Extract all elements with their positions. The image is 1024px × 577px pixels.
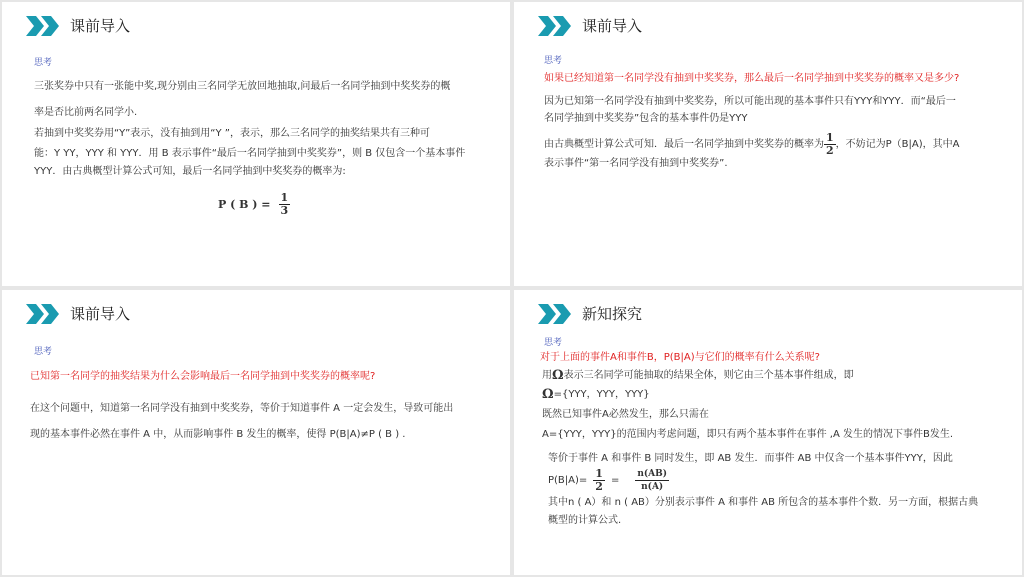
chevron-icon	[26, 304, 64, 324]
chevron-icon	[26, 16, 64, 36]
fraction-denominator: 2	[826, 144, 834, 157]
body-text-with-omega	[542, 369, 854, 383]
equals-sign: =	[610, 474, 620, 486]
fraction	[635, 468, 669, 493]
question-text: 已知第一名同学的抽奖结果为什么会影响最后一名同学抽到中奖奖券的概率呢?	[30, 371, 376, 382]
slide-title: 课前导入	[582, 17, 643, 35]
body-text: ={YYY，YYY，YYY}	[553, 389, 650, 400]
fraction	[279, 192, 291, 217]
body-text: 概型的计算公式.	[548, 515, 622, 526]
omega-symbol: Ω	[542, 387, 554, 402]
body-text: 率是否比前两名同学小.	[34, 107, 138, 118]
fraction-denominator: 2	[595, 480, 603, 493]
body-text: 三张奖券中只有一张能中奖,现分别由三名同学无放回地抽取,问最后一名同学抽到中奖奖券的概	[34, 81, 451, 92]
slide-1[interactable]	[2, 2, 510, 286]
chevron-icon	[538, 16, 576, 36]
fraction-denominator: n(A)	[641, 482, 664, 492]
chevron-icon	[538, 304, 576, 324]
fraction	[824, 132, 836, 157]
fraction-numerator: n(AB)	[637, 469, 667, 479]
body-text: 名同学抽到中奖奖券”包含的基本事件仍是YYY	[544, 113, 748, 124]
slide-title: 新知探究	[582, 305, 643, 323]
question-text: 对于上面的事件A和事件B，P(B|A)与它们的概率有什么关系呢?	[540, 352, 820, 363]
conditional-probability-formula	[548, 468, 669, 493]
fraction	[593, 468, 605, 493]
slide-title: 课前导入	[70, 17, 131, 35]
slide-3[interactable]	[2, 290, 510, 575]
body-text: YYY．由古典概型计算公式可知，最后一名同学抽到中奖奖券的概率为:	[34, 166, 346, 177]
fraction-numerator: 1	[280, 191, 289, 204]
sample-space-line	[542, 388, 650, 402]
think-label: 思考	[34, 58, 53, 68]
question-text: 如果已经知道第一名同学没有抽到中奖奖券，那么最后一名同学抽到中奖奖券的概率又是多少?	[544, 73, 960, 84]
slide-4[interactable]	[514, 290, 1022, 575]
think-label: 思考	[544, 56, 563, 66]
body-text: 等价于事件 A 和事件 B 同时发生，即 AB 发生．而事件 AB 中仅含一个基本事件YYY，因此	[548, 453, 953, 464]
body-text: 既然已知事件A必然发生，那么只需在	[542, 409, 709, 420]
body-text: 表示事件“第一名同学没有抽到中奖奖券”.	[544, 158, 728, 169]
body-text: 能：Y YY，YYY 和 YYY．用 B 表示事件“最后一名同学抽到中奖奖券”，则 B 仅包含一个基本事件	[34, 148, 466, 159]
slide-2[interactable]	[514, 2, 1022, 286]
think-label: 思考	[544, 338, 563, 348]
probability-formula	[218, 192, 290, 217]
fraction-denominator: 3	[280, 204, 289, 217]
formula-left: P ( B ) =	[218, 197, 271, 211]
body-text: 因为已知第一名同学没有抽到中奖奖券，所以可能出现的基本事件只有YYY和YYY．而“最后一	[544, 96, 956, 107]
body-text: 在这个问题中，知道第一名同学没有抽到中奖奖券，等价于知道事件 A 一定会发生，导致可能出	[30, 403, 454, 414]
body-text: ，不妨记为P（B|A)，其中A	[835, 138, 960, 150]
body-text: A={YYY，YYY}的范围内考虑问题，即只有两个基本事件在事件 ,A 发生的情况下事件B发生.	[542, 429, 954, 440]
body-text: 由古典概型计算公式可知．最后一名同学抽到中奖奖券的概率为	[544, 138, 824, 150]
omega-symbol: Ω	[552, 368, 564, 383]
body-text: 用	[542, 370, 552, 381]
body-text: 表示三名同学可能抽取的结果全体，则它由三个基本事件组成，即	[563, 370, 854, 381]
body-text: 现的基本事件必然在事件 A 中，从而影响事件 B 发生的概率，使得 P(B|A)≠P ( B ) .	[30, 429, 406, 440]
body-text: 其中n ( A）和 n ( AB）分别表示事件 A 和事件 AB 所包含的基本事件个数．另一方面，根据古典	[548, 497, 979, 508]
slide-title: 课前导入	[70, 305, 131, 323]
think-label: 思考	[34, 347, 53, 357]
fraction-numerator: 1	[595, 467, 603, 480]
formula-left: P(B|A)=	[548, 474, 588, 486]
body-text: 若抽到中奖奖券用“Y”表示，没有抽到用“Y ”，表示，那么三名同学的抽奖结果共有三种可	[34, 128, 430, 139]
body-text-with-fraction	[544, 132, 960, 157]
fraction-numerator: 1	[826, 131, 834, 144]
